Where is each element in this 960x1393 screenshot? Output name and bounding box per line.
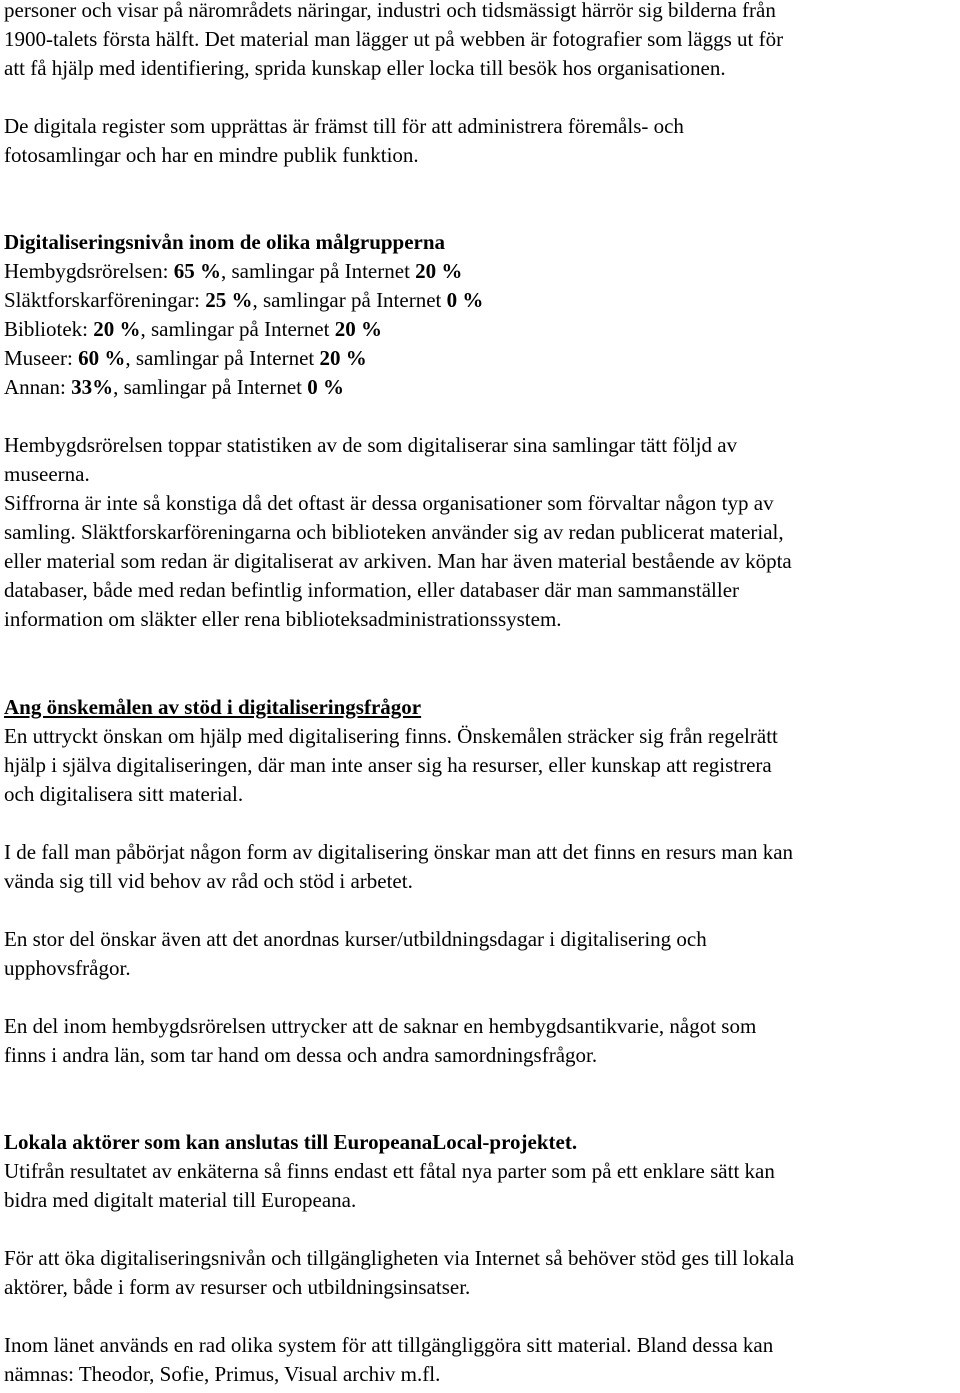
group-label: Hembygdsrörelsen: (4, 259, 174, 283)
level-value: 60 % (78, 346, 126, 370)
text-line: Inom länet används en rad olika system för att tillgängliggöra sitt material. Bland dessa kan (4, 1333, 774, 1357)
level-value: 20 % (93, 317, 141, 341)
level-value: 33% (71, 375, 114, 399)
stat-line-bibliotek (4, 315, 954, 344)
text-line: eller material som redan är digitaliserat av arkiven. Man har även material bestående av köpta (4, 549, 792, 573)
text-line: information om släkter eller rena biblioteksadministrationssystem. (4, 607, 562, 631)
text-line: fotosamlingar och har en mindre publik funktion. (4, 143, 419, 167)
text-line: hjälp i själva digitaliseringen, där man inte anser sig ha resurser, eller kunskap att registrera (4, 753, 772, 777)
level-value: 25 % (205, 288, 253, 312)
stat-line-museer (4, 344, 954, 373)
level-value: 65 % (173, 259, 221, 283)
text-line: Utifrån resultatet av enkäterna så finns endast ett fåtal nya parter som på ett enklare sätt kan (4, 1159, 775, 1183)
text-line: att få hjälp med identifiering, sprida kunskap eller locka till besök hos organisationen. (4, 56, 726, 80)
text-line: En uttryckt önskan om hjälp med digitalisering finns. Önskemålen sträcker sig från regelrätt (4, 724, 778, 748)
text-line: och digitalisera sitt material. (4, 782, 244, 806)
section-heading: Ang önskemålen av stöd i digitaliseringsfrågor (4, 695, 422, 719)
group-label: Museer: (4, 346, 79, 370)
text-line: En del inom hembygdsrörelsen uttrycker att de saknar en hembygdsantikvarie, något som (4, 1014, 757, 1038)
text-line: upphovsfrågor. (4, 956, 131, 980)
text-line: Siffrorna är inte så konstiga då det oftast är dessa organisationer som förvaltar någon typ av (4, 491, 774, 515)
text-line: nämnas: Theodor, Sofie, Primus, Visual archiv m.fl. (4, 1362, 441, 1386)
local-actors-section (4, 1128, 954, 1215)
group-label: Bibliotek: (4, 317, 94, 341)
digitization-section (4, 228, 954, 402)
internet-value: 0 % (307, 375, 345, 399)
internet-value: 0 % (446, 288, 484, 312)
stat-line-annan (4, 373, 954, 402)
text-line: bidra med digitalt material till Europeana. (4, 1188, 357, 1212)
text-line: museerna. (4, 462, 90, 486)
section-heading: Lokala aktörer som kan anslutas till EuropeanaLocal-projektet. (4, 1130, 578, 1154)
stat-line-hembygd (4, 257, 954, 286)
text-line: personer och visar på närområdets näringar, industri och tidsmässigt härrör sig bilderna från (4, 0, 776, 22)
internet-value: 20 % (415, 259, 463, 283)
registers-paragraph (4, 112, 954, 170)
text-line: samling. Släktforskarföreningarna och biblioteken använder sig av redan publicerat material, (4, 520, 784, 544)
internet-label: , samlingar på Internet (113, 375, 308, 399)
internet-label: , samlingar på Internet (220, 259, 416, 283)
text-line: 1900-talets första hälft. Det material man lägger ut på webben är fotografier som läggs ut för (4, 27, 784, 51)
text-line: Hembygdsrörelsen toppar statistiken av de som digitaliserar sina samlingar tätt följd av (4, 433, 738, 457)
text-line: aktörer, både i form av resurser och utbildningsinsatser. (4, 1275, 471, 1299)
intro-paragraph (4, 0, 954, 83)
support-paragraph-4 (4, 1012, 954, 1070)
text-line: En stor del önskar även att det anordnas kurser/utbildningsdagar i digitalisering och (4, 927, 707, 951)
group-label: Släktforskarföreningar: (4, 288, 206, 312)
text-line: För att öka digitaliseringsnivån och tillgängligheten via Internet så behöver stöd ges till lokala (4, 1246, 795, 1270)
group-label: Annan: (4, 375, 72, 399)
internet-label: , samlingar på Internet (252, 288, 447, 312)
internet-label: , samlingar på Internet (140, 317, 335, 341)
local-paragraph-2 (4, 1244, 954, 1302)
digitization-summary (4, 431, 954, 634)
stat-line-slaktforskare (4, 286, 954, 315)
text-line: finns i andra län, som tar hand om dessa och andra samordningsfrågor. (4, 1043, 598, 1067)
text-line: vända sig till vid behov av råd och stöd i arbetet. (4, 869, 413, 893)
internet-value: 20 % (334, 317, 382, 341)
text-line: I de fall man påbörjat någon form av digitalisering önskar man att det finns en resurs man kan (4, 840, 794, 864)
support-section (4, 693, 954, 809)
text-line: De digitala register som upprättas är främst till för att administrera föremåls- och (4, 114, 684, 138)
internet-label: , samlingar på Internet (125, 346, 320, 370)
local-paragraph-3 (4, 1331, 954, 1389)
internet-value: 20 % (319, 346, 367, 370)
section-heading: Digitaliseringsnivån inom de olika målgrupperna (4, 230, 446, 254)
support-paragraph-3 (4, 925, 954, 983)
text-line: databaser, både med redan befintlig information, eller databaser där man sammanställer (4, 578, 740, 602)
support-paragraph-2 (4, 838, 954, 896)
